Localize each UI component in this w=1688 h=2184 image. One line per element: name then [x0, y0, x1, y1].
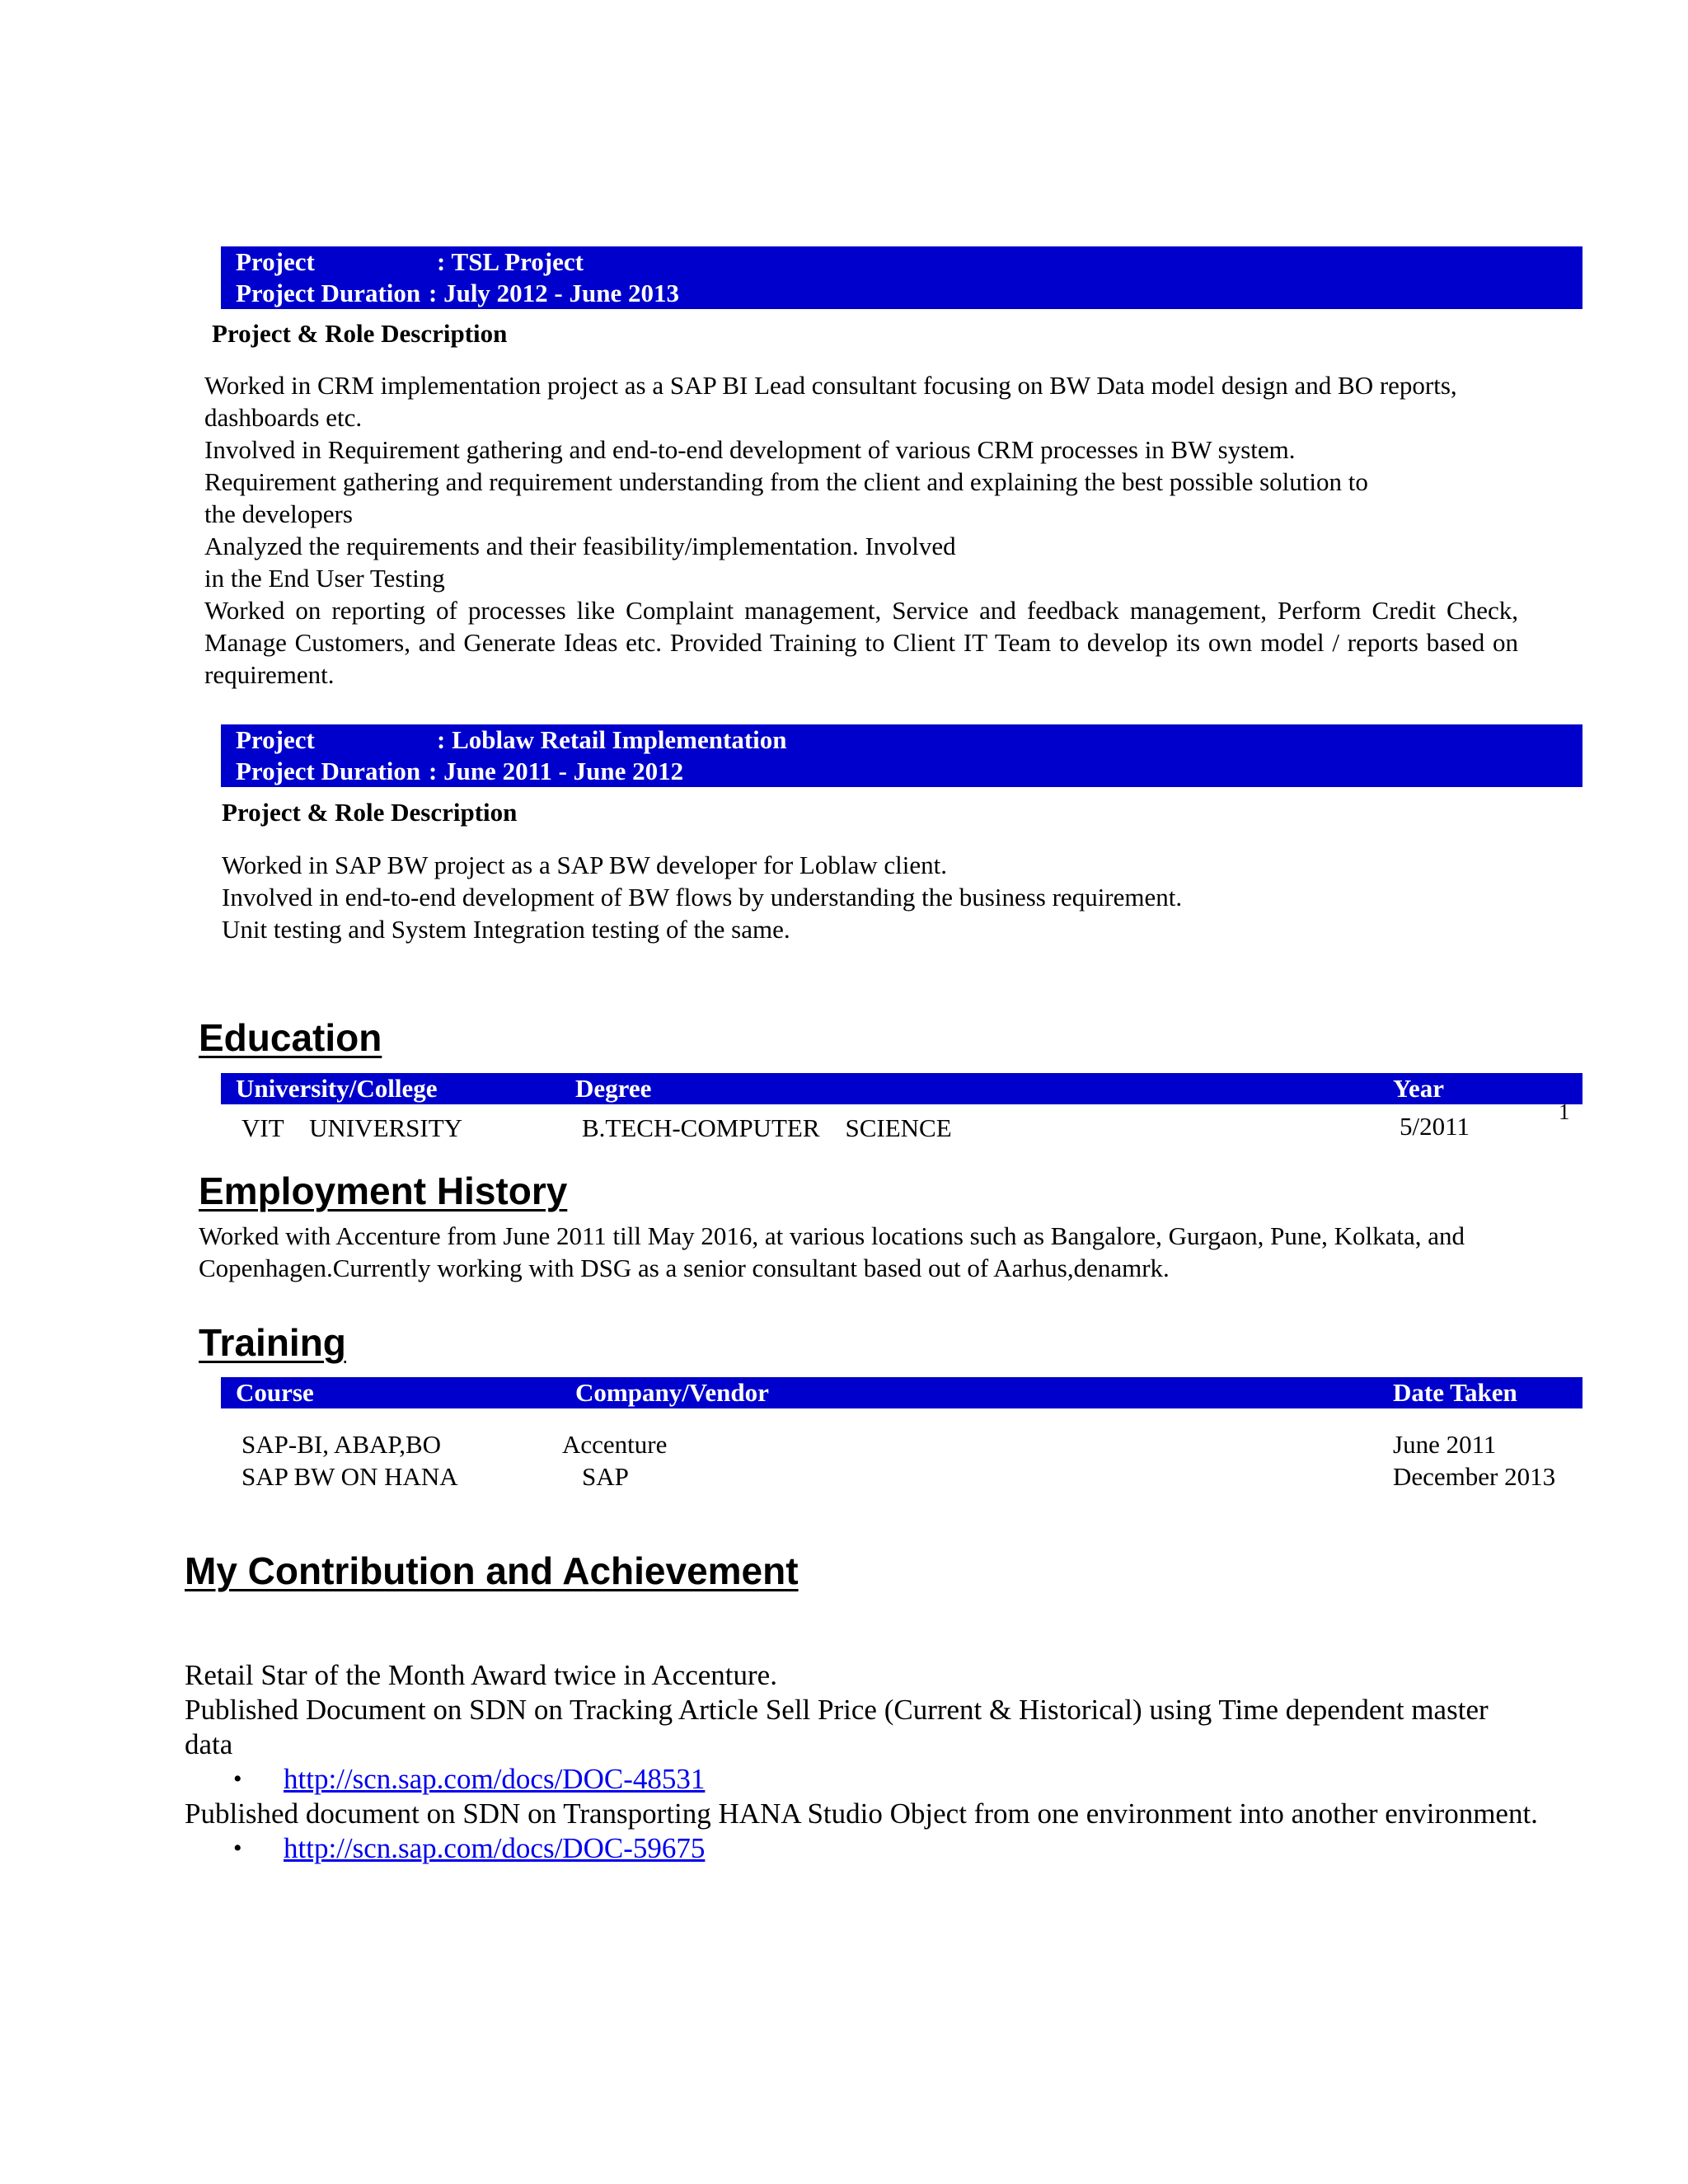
education-heading: Education: [199, 1016, 382, 1059]
project-duration-label: Project Duration: [236, 279, 421, 307]
column-university: University/College: [236, 1074, 438, 1103]
training-date: December 2013: [1393, 1462, 1556, 1491]
achievement-line: Retail Star of the Month Award twice in Accenture.: [185, 1659, 777, 1691]
project-duration-value: : July 2012 - June 2013: [429, 279, 679, 307]
description-line: Involved in Requirement gathering and end-to-end development of various CRM processes in BW system.: [204, 435, 1296, 464]
project-name: : Loblaw Retail Implementation: [437, 725, 787, 754]
achievement-line: data: [185, 1728, 233, 1760]
description-line: in the End User Testing: [204, 564, 445, 593]
page-number: 1: [1559, 1099, 1570, 1124]
training-course: SAP BW ON HANA: [241, 1462, 458, 1491]
achievement-line: Published document on SDN on Transporting HANA Studio Object from one environment into another environment.: [185, 1797, 1538, 1830]
description-line: Involved in end-to-end development of BW flows by understanding the business requirement.: [222, 883, 1183, 912]
project-description: [222, 849, 1182, 945]
project-description: [204, 369, 1556, 691]
project-name: : TSL Project: [437, 247, 584, 276]
education-year: 5/2011: [1400, 1112, 1470, 1141]
employment-line: Copenhagen.Currently working with DSG as a senior consultant based out of Aarhus,denamrk.: [199, 1254, 1170, 1282]
employment-text: [199, 1220, 1465, 1284]
sdn-doc-link[interactable]: http://scn.sap.com/docs/DOC-59675: [284, 1832, 706, 1864]
description-line: Worked in SAP BW project as a SAP BW developer for Loblaw client.: [222, 851, 947, 879]
bullet-icon: •: [233, 1835, 242, 1862]
description-line: Analyzed the requirements and their feasibility/implementation. Involved: [204, 532, 956, 560]
project-duration-value: : June 2011 - June 2012: [429, 757, 684, 785]
achievements-heading: My Contribution and Achievement: [185, 1549, 799, 1592]
training-course: SAP-BI, ABAP,BO: [241, 1430, 442, 1459]
column-degree: Degree: [575, 1074, 652, 1103]
description-line: Requirement gathering and requirement understanding from the client and explaining the best possible solution to: [204, 467, 1368, 496]
employment-heading: Employment History: [199, 1169, 568, 1212]
description-paragraph: Worked on reporting of processes like Complaint management, Service and feedback management, Perform Credit Check, Manage Customers, and Generate Ideas etc. Provided Training to Client IT Team to develop its own model / reports based on requirement.: [204, 596, 1518, 689]
project-label: Project: [236, 247, 315, 276]
bullet-icon: •: [233, 1765, 242, 1793]
training-vendor: SAP: [582, 1462, 629, 1491]
description-line: the developers: [204, 499, 353, 528]
education-degree: B.TECH-COMPUTER SCIENCE: [582, 1113, 952, 1142]
project-header-bar: [221, 724, 1582, 787]
training-heading: Training: [199, 1321, 346, 1364]
description-line: dashboards etc.: [204, 403, 363, 432]
achievement-line: Published Document on SDN on Tracking Article Sell Price (Current & Historical) using Time dependent master: [185, 1694, 1489, 1726]
description-line: Unit testing and System Integration testing of the same.: [222, 915, 790, 944]
column-course: Course: [236, 1378, 314, 1407]
project-duration-label: Project Duration: [236, 757, 421, 785]
training-vendor: Accenture: [562, 1430, 668, 1459]
project-label: Project: [236, 725, 315, 754]
column-year: Year: [1393, 1074, 1444, 1103]
education-university: VIT UNIVERSITY: [241, 1113, 463, 1142]
project-role-subheading: Project & Role Description: [212, 319, 508, 348]
training-table-header: [221, 1377, 1582, 1408]
training-date: June 2011: [1393, 1430, 1497, 1459]
education-table-header: [221, 1073, 1582, 1104]
sdn-doc-link[interactable]: http://scn.sap.com/docs/DOC-48531: [284, 1763, 706, 1795]
description-line: Worked in CRM implementation project as a SAP BI Lead consultant focusing on BW Data model design and BO reports,: [204, 371, 1457, 400]
project-header-bar: [221, 246, 1582, 309]
employment-line: Worked with Accenture from June 2011 till May 2016, at various locations such as Bangalore, Gurgaon, Pune, Kolkata, and: [199, 1221, 1465, 1250]
column-date-taken: Date Taken: [1393, 1378, 1517, 1407]
column-company: Company/Vendor: [575, 1378, 769, 1407]
project-role-subheading: Project & Role Description: [222, 798, 518, 827]
